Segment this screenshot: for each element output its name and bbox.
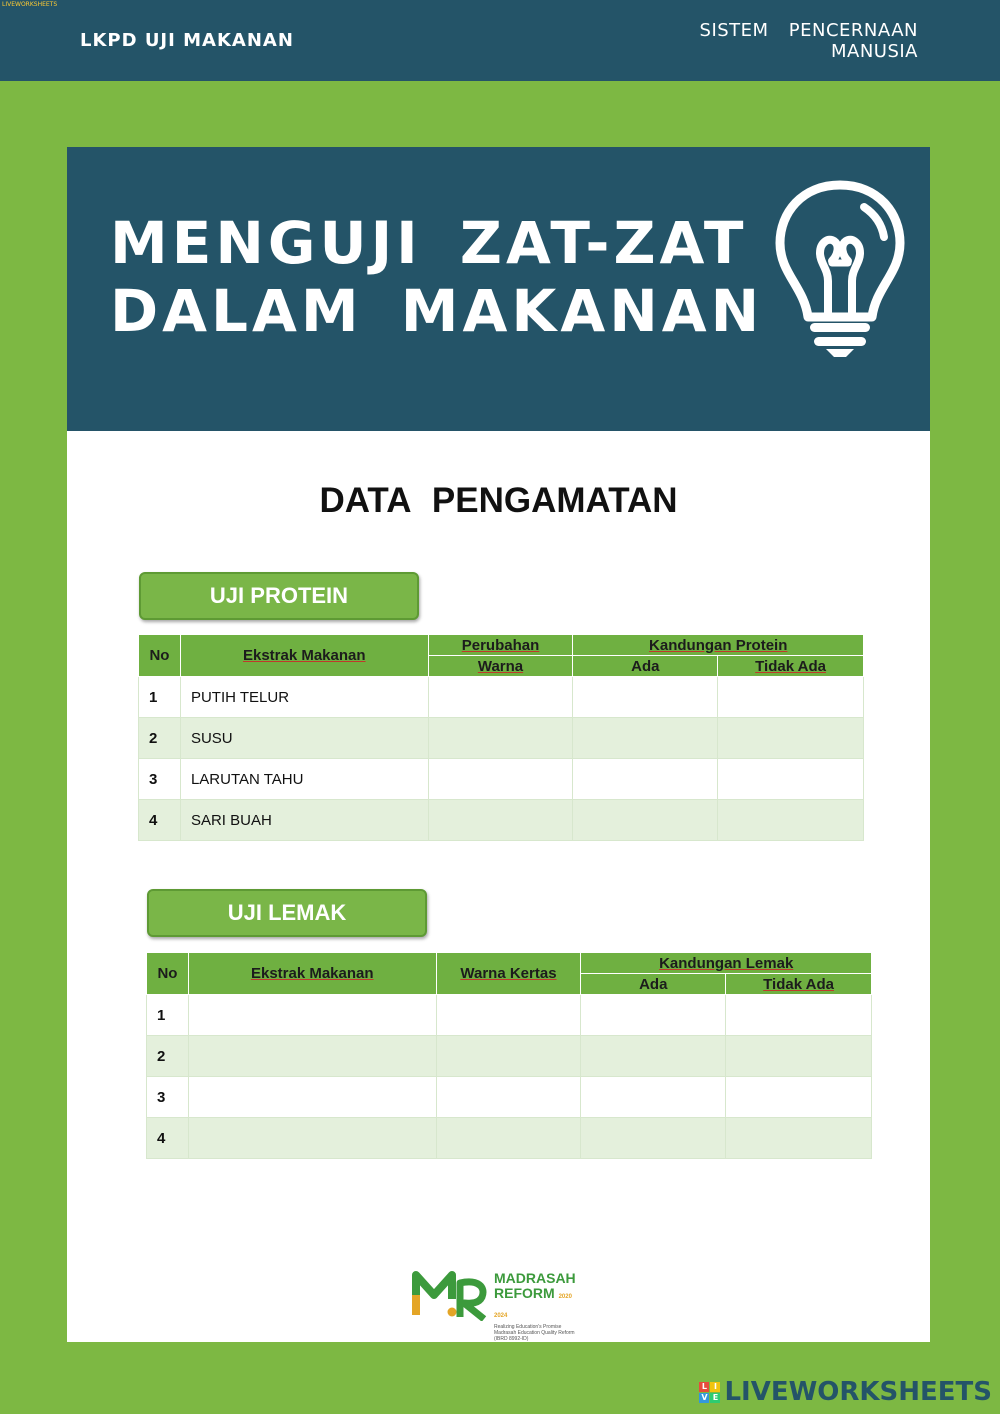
protein-table [138,634,864,841]
row-number: 2 [139,718,181,759]
ada-cell[interactable] [581,1036,726,1077]
food-extract-cell[interactable] [188,995,436,1036]
row-number: 1 [139,677,181,718]
fat-table [146,952,872,1159]
tidak-ada-cell[interactable] [718,759,864,800]
top-header-bar [0,0,1000,81]
color-change-cell[interactable] [428,759,573,800]
food-extract-cell[interactable] [188,1036,436,1077]
protein-test-label: UJI PROTEIN [139,572,419,620]
food-extract-cell[interactable] [188,1118,436,1159]
protein-col-perubahan: Perubahan [428,635,573,656]
mr-logo-icon [412,1265,492,1321]
protein-col-ada: Ada [573,656,718,677]
hero-title-line-1: MENGUJI ZAT-ZAT [110,209,748,277]
paper-color-cell[interactable] [436,995,581,1036]
tidak-ada-cell[interactable] [718,800,864,841]
table-row [147,1118,872,1159]
tidak-ada-cell[interactable] [726,1036,872,1077]
ada-cell[interactable] [581,995,726,1036]
fat-col-kandungan: Kandungan Lemak [581,953,872,974]
tidak-ada-cell[interactable] [718,718,864,759]
liveworksheets-brand[interactable] [699,1377,992,1407]
row-number: 4 [139,800,181,841]
logo-sub-1: Realizing Education's Promise [494,1324,562,1330]
row-number: 3 [147,1077,189,1118]
worksheet-card [67,147,930,1342]
row-number: 4 [147,1118,189,1159]
table-row [139,718,864,759]
table-row [147,995,872,1036]
hero-title [110,209,763,345]
topic-line-1: SISTEM PENCERNAAN [699,20,918,41]
topic-line-2: MANUSIA [830,41,918,62]
tidak-ada-cell[interactable] [726,995,872,1036]
madrasah-reform-logo [412,1265,576,1342]
fat-col-tidak-ada: Tidak Ada [726,974,872,995]
protein-col-ekstrak: Ekstrak Makanan [180,635,428,677]
table-row [139,759,864,800]
fat-col-ada: Ada [581,974,726,995]
fat-col-ekstrak: Ekstrak Makanan [188,953,436,995]
table-row [139,800,864,841]
table-row [139,677,864,718]
logo-text [494,1271,576,1342]
protein-col-kandungan: Kandungan Protein [573,635,864,656]
worksheet-title: LKPD UJI MAKANAN [80,30,294,51]
liveworksheets-text: LIVEWORKSHEETS [724,1377,992,1407]
topic-title [700,20,918,62]
protein-col-warna: Warna [428,656,573,677]
tidak-ada-cell[interactable] [718,677,864,718]
table-row [147,1077,872,1118]
hero-title-line-2: DALAM MAKANAN [110,277,764,345]
paper-color-cell[interactable] [436,1036,581,1077]
color-change-cell[interactable] [428,800,573,841]
fat-col-no: No [147,953,189,995]
food-extract: PUTIH TELUR [180,677,428,718]
hero-banner [67,147,930,431]
food-extract-cell[interactable] [188,1077,436,1118]
ada-cell[interactable] [581,1118,726,1159]
logo-line-2: REFORM 2020 2024 [494,1285,572,1319]
protein-col-tidak-ada: Tidak Ada [718,656,864,677]
color-change-cell[interactable] [428,677,573,718]
color-change-cell[interactable] [428,718,573,759]
tidak-ada-cell[interactable] [726,1118,872,1159]
fat-test-label: UJI LEMAK [147,889,427,937]
row-number: 1 [147,995,189,1036]
food-extract: SUSU [180,718,428,759]
logo-line-1: MADRASAH [494,1270,576,1286]
ada-cell[interactable] [573,677,718,718]
row-number: 3 [139,759,181,800]
protein-header-row-1 [139,635,864,656]
paper-color-cell[interactable] [436,1077,581,1118]
logo-sub-3: (IBRD 8992-ID) [494,1336,529,1342]
tidak-ada-cell[interactable] [726,1077,872,1118]
food-extract: SARI BUAH [180,800,428,841]
table-row [147,1036,872,1077]
fat-col-warna-kertas: Warna Kertas [436,953,581,995]
paper-color-cell[interactable] [436,1118,581,1159]
ada-cell[interactable] [573,759,718,800]
protein-col-no: No [139,635,181,677]
food-extract: LARUTAN TAHU [180,759,428,800]
ada-cell[interactable] [573,718,718,759]
ada-cell[interactable] [581,1077,726,1118]
small-watermark: LIVEWORKSHEETS [2,1,58,8]
liveworksheets-badge-icon: L I V E [699,1382,720,1403]
logo-sub-2: Madrasah Education Quality Reform [494,1330,575,1336]
ada-cell[interactable] [573,800,718,841]
section-title: DATA PENGAMATAN [319,481,678,520]
lightbulb-icon [772,177,908,361]
fat-header-row-1 [147,953,872,974]
row-number: 2 [147,1036,189,1077]
